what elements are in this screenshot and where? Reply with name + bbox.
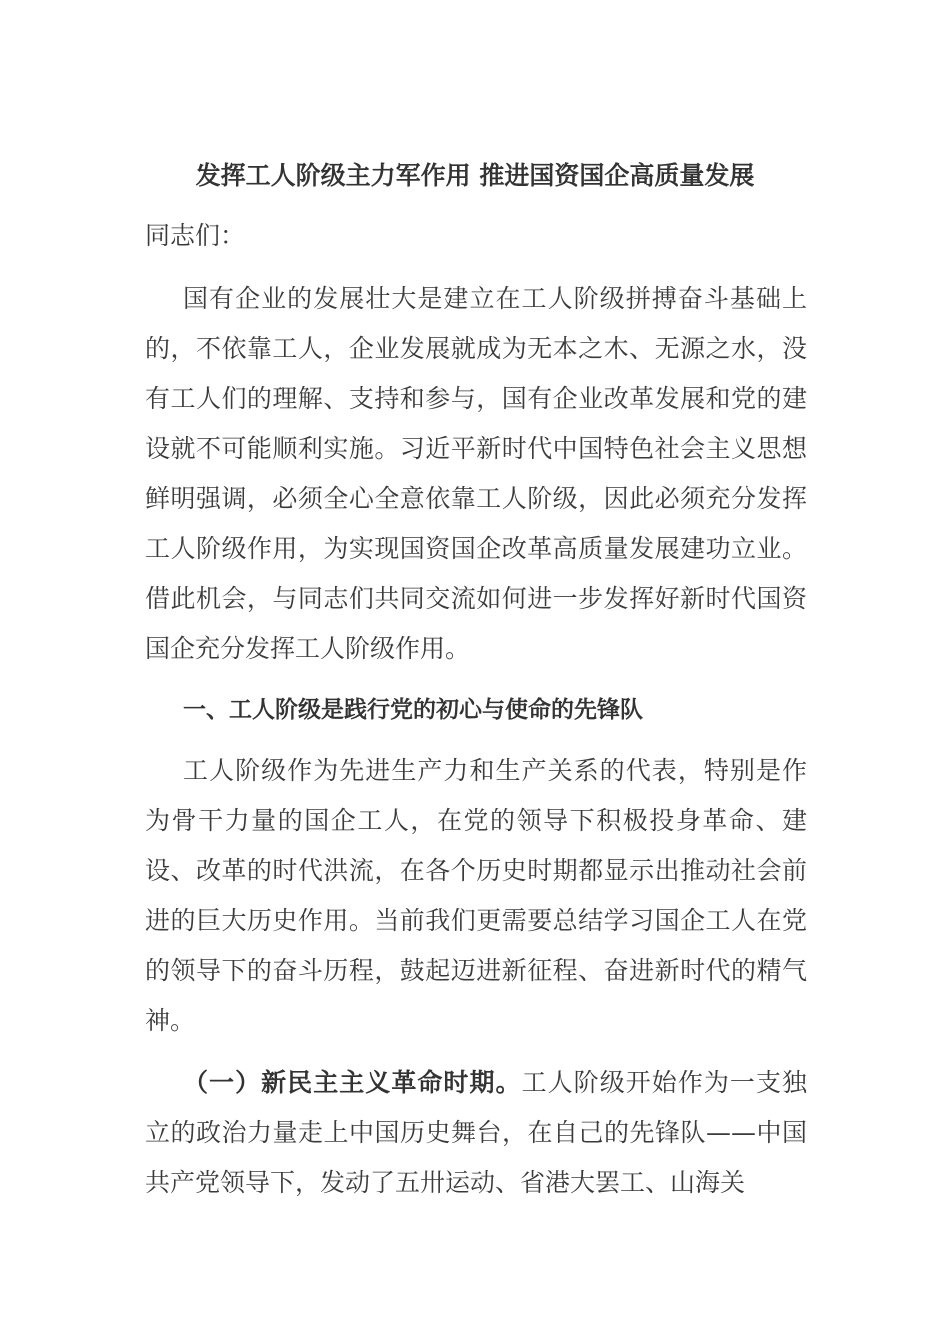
subsection-lead: （一）新民主主义革命时期。 [183,1068,522,1097]
document-title: 发挥工人阶级主力军作用 推进国资国企高质量发展 [195,161,755,190]
paragraph-subsection-1 [145,1058,807,1208]
paragraph-section-1: 工人阶级作为先进生产力和生产关系的代表，特别是作为骨干力量的国企工人，在党的领导下积极投身革命、建设、改革的时代洪流，在各个历史时期都显示出推动社会前进的巨大历史作用。当前我们更需要总结学习国企工人在党的领导下的奋斗历程，鼓起迈进新征程、奋进新时代的精气神。 [145,756,807,1035]
section-heading-1: 一、工人阶级是践行党的初心与使命的先锋队 [183,697,643,723]
paragraph-intro: 国有企业的发展壮大是建立在工人阶级拼搏奋斗基础上的，不依靠工人，企业发展就成为无本之木、无源之水，没有工人们的理解、支持和参与，国有企业改革发展和党的建设就不可能顺利实施。习近平新时代中国特色社会主义思想鲜明强调，必须全心全意依靠工人阶级，因此必须充分发挥工人阶级作用，为实现国资国企改革高质量发展建功立业。借此机会，与同志们共同交流如何进一步发挥好新时代国资国企充分发挥工人阶级作用。 [145,284,807,663]
subsection-body: 工人阶级开始作为一支独立的政治力量走上中国历史舞台，在自己的先锋队——中国共产党领导下，发动了五卅运动、省港大罢工、山海关 [145,1068,807,1197]
salutation: 同志们： [145,221,246,250]
